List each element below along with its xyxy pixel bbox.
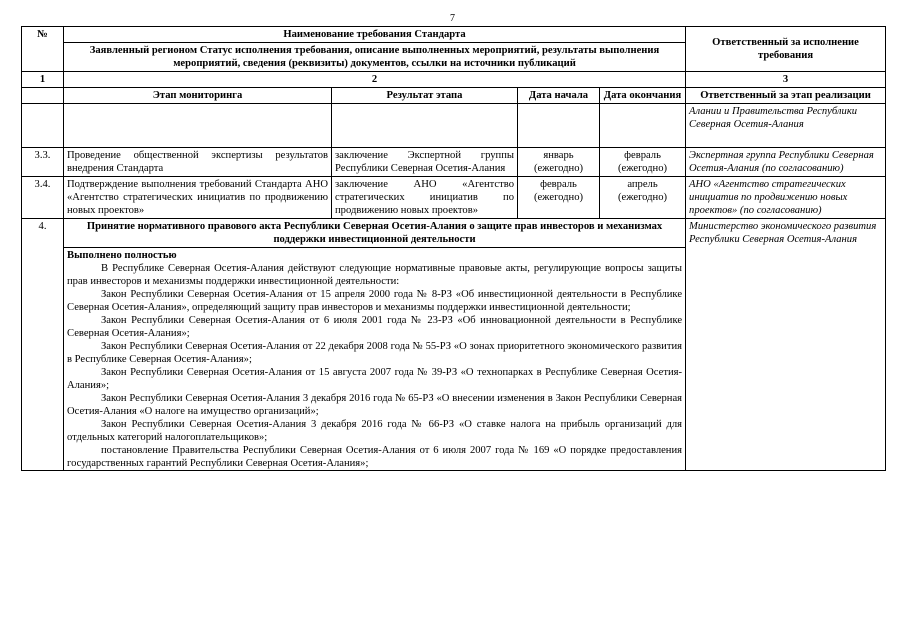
header-responsible: Ответственный за исполнение требования [686,27,886,72]
row-start [518,104,600,148]
subheader-responsible-stage: Ответственный за этап реализации [686,88,886,104]
section-4-body [64,248,685,470]
header-name-title: Наименование требования Стандарта [64,27,686,43]
section-4-content [64,219,686,471]
column-number-3: 3 [686,72,886,88]
row-result: заключение Экспертной группы Республики Северная Осетия-Алания [332,148,518,177]
row-result: заключение АНО «Агентство стратегических инициатив по продвижению новых проектов» [332,177,518,219]
section-4-paragraph: Закон Республики Северная Осетия-Алания от 15 августа 2007 года № 39-РЗ «О технопарках в Республике Северная Осетия-Алания»; [67,367,683,391]
row-responsible: Алании и Правительства Республики Северная Осетия-Алания [686,104,886,148]
section-4-paragraph: Закон Республики Северная Осетия-Алания от 22 декабря 2008 года № 55-РЗ «О зонах приоритетного экономического развития в Республике Северная Осетия-Алания»; [67,341,683,365]
subheader-end: Дата окончания [600,88,686,104]
section-4-paragraph: постановление Правительства Республики Северная Осетия-Алания от 6 июля 2007 года № 169 «О порядке предоставления государственных гарантий Республики Северная Осетия-Алания»; [67,445,683,469]
subheader-stage: Этап мониторинга [64,88,332,104]
row-end [600,104,686,148]
section-4-paragraph: Закон Республики Северная Осетия-Алания 3 декабря 2016 года № 65-РЗ «О внесении изменения в Закон Республики Северная Осетия-Алания «О налоге на имущество организаций»; [67,393,683,417]
section-4-num: 4. [22,219,64,471]
table-row [22,148,886,177]
row-stage: Проведение общественной экспертизы результатов внедрения Стандарта [64,148,332,177]
row-stage: Подтверждение выполнения требований Стандарта АНО «Агентство стратегических инициатив по продвижению новых проектов» [64,177,332,219]
section-4-paragraph: Закон Республики Северная Осетия-Алания от 15 апреля 2000 года № 8-РЗ «Об инвестиционной деятельности в Республике Северная Осетия-Алания», определяющий защиту прав инвесторов и механизмы поддержки инвестиционной деятельности; [67,289,683,313]
table-row [22,104,886,148]
row-stage [64,104,332,148]
page-number: 7 [450,13,455,24]
row-responsible: Экспертная группа Республики Северная Осетия-Алания (по согласованию) [686,148,886,177]
row-start: февраль (ежегодно) [518,177,600,219]
row-end: апрель (ежегодно) [600,177,686,219]
section-4-paragraph: В Республике Северная Осетия-Алания действуют следующие нормативные правовые акты, регулирующие вопросы защиты прав инвесторов и механизмы поддержки инвестиционной деятельности: [67,263,683,287]
header-num: № [22,27,64,72]
section-4-row [22,219,886,471]
section-4-paragraph: Закон Республики Северная Осетия-Алания 3 декабря 2016 года № 66-РЗ «О ставке налога на прибыль организаций для отдельных категорий налогоплательщиков»; [67,419,683,443]
standard-requirements-table [21,26,886,471]
column-numbers-row [22,72,886,88]
row-start: январь (ежегодно) [518,148,600,177]
column-number-2: 2 [64,72,686,88]
column-number-1: 1 [22,72,64,88]
row-num: 3.4. [22,177,64,219]
section-4-title: Принятие нормативного правового акта Республики Северная Осетия-Алания о защите прав инвесторов и механизмах поддержки инвестиционной деятельности [64,219,685,248]
row-result [332,104,518,148]
row-responsible: АНО «Агентство стратегических инициатив по продвижению новых проектов» (по согласованию) [686,177,886,219]
row-end: февраль (ежегодно) [600,148,686,177]
section-4-responsible: Министерство экономического развития Республики Северная Осетия-Алания [686,219,886,471]
subheader-start: Дата начала [518,88,600,104]
header-status-description: Заявленный регионом Статус исполнения требования, описание выполненных мероприятий, результаты выполнения мероприятий, сведения (реквизиты) документов, ссылки на источники публикаций [64,43,686,72]
header-row [22,27,886,43]
row-num [22,104,64,148]
subheader-empty [22,88,64,104]
section-4-paragraph: Закон Республики Северная Осетия-Алания от 6 июля 2001 года № 23-РЗ «Об инновационной деятельности в Республике Северная Осетия-Алания»; [67,315,683,339]
section-4-status: Выполнено полностью [67,250,177,261]
table-row [22,177,886,219]
subheader-result: Результат этапа [332,88,518,104]
subheader-row [22,88,886,104]
row-num: 3.3. [22,148,64,177]
